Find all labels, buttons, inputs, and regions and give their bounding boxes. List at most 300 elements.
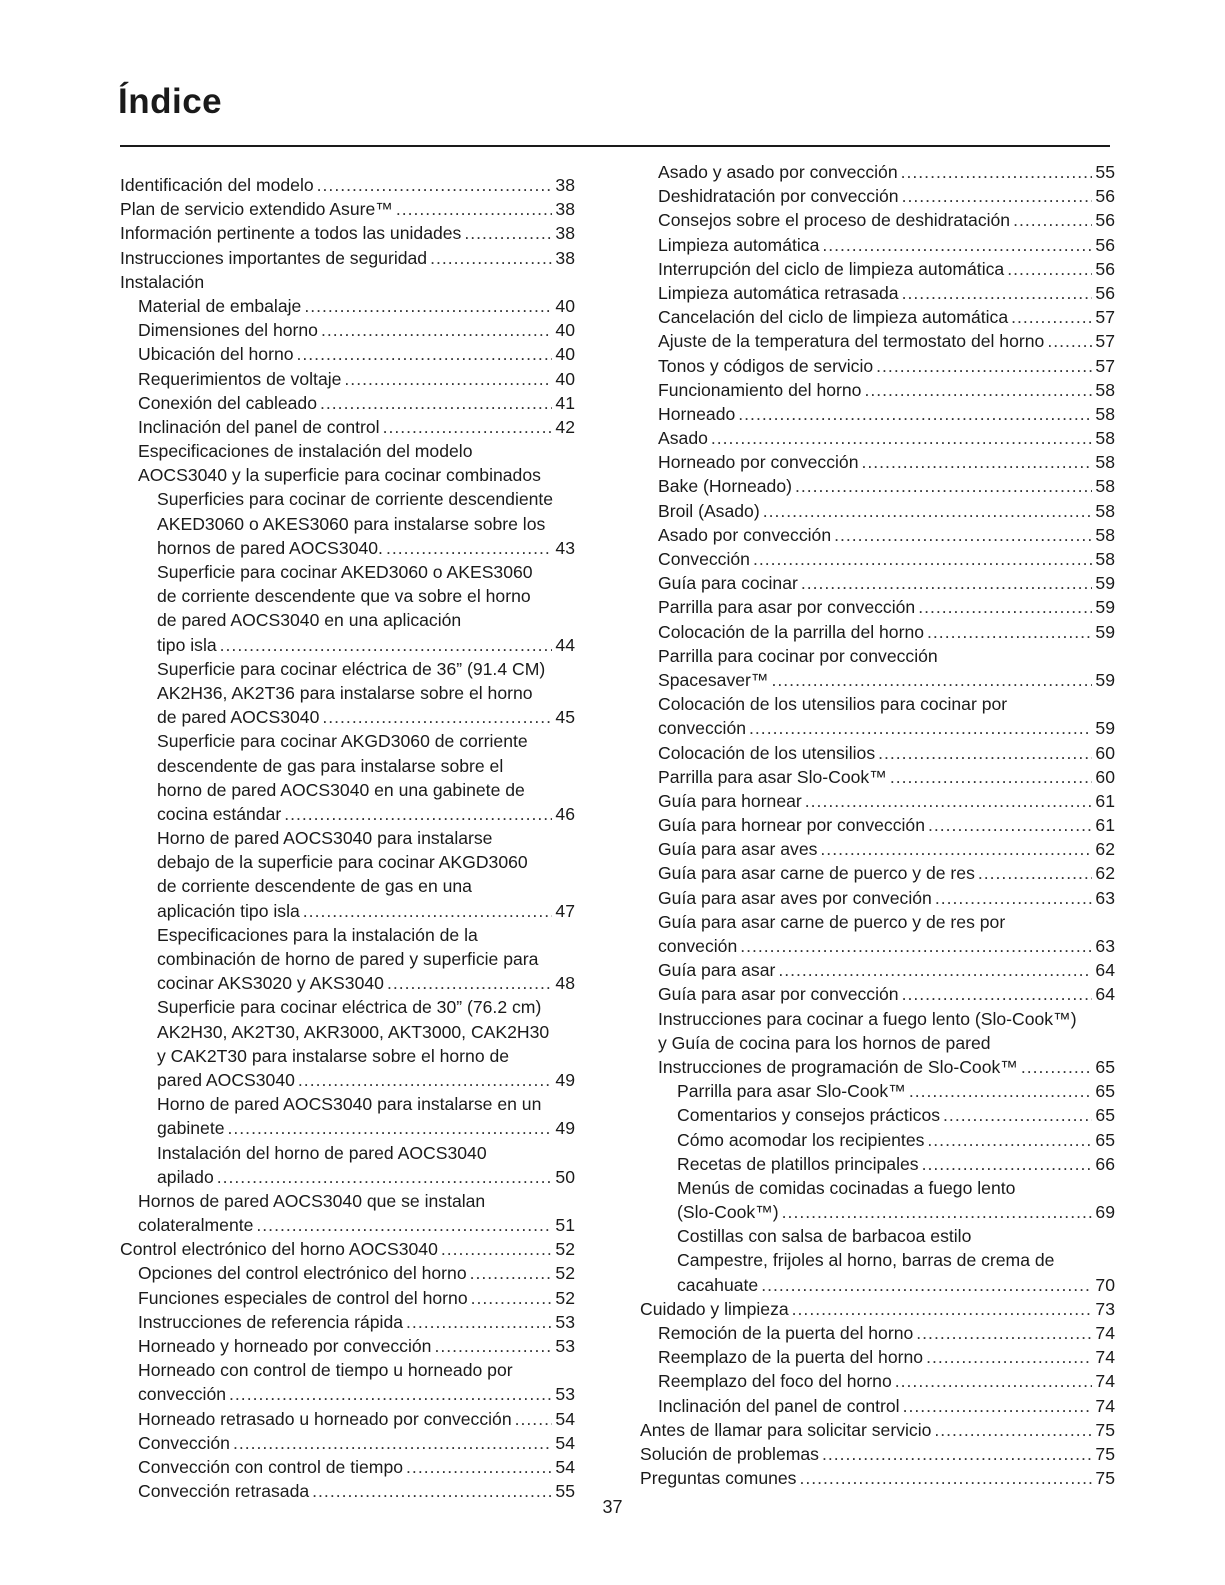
toc-entry-title: Conexión del cableado (138, 392, 318, 413)
toc-page-number: 75 (1095, 1443, 1115, 1464)
toc-entry-title: Instrucciones de programación de Slo-Cook™ (658, 1056, 1018, 1077)
toc-entry-title: Instrucciones de referencia rápida (138, 1311, 404, 1332)
toc-entry-title: Instalación del horno de pared AOCS3040 (157, 1142, 487, 1163)
toc-entry-title: Spacesaver™ (658, 669, 769, 690)
toc-page-number: 56 (1095, 210, 1115, 231)
toc-entry (640, 281, 1115, 305)
toc-page-number: 66 (1095, 1153, 1115, 1174)
toc-page-number: 75 (1095, 1468, 1115, 1489)
toc-page-number: 58 (1095, 500, 1115, 521)
toc-entry (640, 1369, 1115, 1393)
page-number: 37 (602, 1497, 623, 1517)
toc-entry-title: Cancelación del ciclo de limpieza automática (658, 307, 1009, 328)
toc-entry (640, 595, 1115, 619)
toc-entry-title: Control electrónico del horno AOCS3040 (120, 1239, 438, 1260)
toc-page-number: 56 (1095, 186, 1115, 207)
toc-dot-leader (740, 934, 1092, 958)
toc-entry (640, 1007, 1115, 1055)
toc-entry-title: AOCS3040 y la superficie para cocinar combinados (138, 465, 541, 486)
toc-page-number: 49 (555, 1118, 575, 1139)
toc-dot-leader (895, 1369, 1093, 1393)
toc-dot-leader (778, 958, 1092, 982)
toc-page-number: 40 (555, 368, 575, 389)
toc-entry (640, 499, 1115, 523)
toc-entry (640, 1128, 1115, 1152)
toc-entry-title: Antes de llamar para solicitar servicio (640, 1419, 932, 1440)
toc-entry-title: Identificación del modelo (120, 175, 314, 195)
toc-entry (120, 1092, 575, 1140)
toc-page-number: 41 (555, 392, 575, 413)
toc-page-number: 40 (555, 320, 575, 341)
toc-page-number: 44 (555, 634, 575, 655)
toc-entry-title: Convección (658, 549, 750, 569)
toc-entry-title: Funciones especiales de control del horno (138, 1287, 468, 1308)
toc-dot-leader (217, 1165, 553, 1189)
toc-page-number: 58 (1095, 549, 1115, 569)
toc-page-number: 59 (1095, 718, 1115, 739)
toc-entry-title: Solución de problemas (640, 1443, 819, 1464)
toc-entry-title: Instalación (120, 271, 205, 292)
toc-entry-title: Parrilla para asar Slo-Cook™ (677, 1081, 906, 1102)
toc-dot-leader (430, 246, 552, 270)
toc-dot-leader (978, 861, 1093, 885)
toc-entry (640, 1418, 1115, 1442)
toc-page-number: 58 (1095, 403, 1115, 424)
toc-entry-title: pared AOCS3040 (157, 1069, 295, 1090)
toc-dot-leader (1007, 257, 1092, 281)
toc-page-number: 46 (555, 803, 575, 824)
toc-dot-leader (799, 1466, 1092, 1490)
toc-entry (120, 367, 575, 391)
toc-page-number: 53 (555, 1311, 575, 1332)
toc-page-number: 70 (1095, 1274, 1115, 1295)
toc-dot-leader (782, 1200, 1093, 1224)
toc-entry-title: Reemplazo de la puerta del horno (658, 1347, 924, 1368)
toc-page-number: 48 (555, 973, 575, 994)
toc-entry-title: Interrupción del ciclo de limpieza automática (658, 258, 1005, 279)
toc-page-number: 57 (1095, 307, 1115, 328)
toc-entry (120, 197, 575, 221)
toc-entry-title: Bake (Horneado) (658, 476, 792, 497)
toc-entry-title: Horneado retrasado u horneado por convección (138, 1408, 512, 1429)
toc-entry-title: Cuidado y limpieza (640, 1298, 789, 1319)
toc-page-number: 75 (1095, 1419, 1115, 1440)
toc-dot-leader (927, 1128, 1092, 1152)
toc-entry-title: Instrucciones importantes de seguridad (120, 247, 428, 268)
toc-entry (120, 729, 575, 826)
toc-dot-leader (1021, 1055, 1093, 1079)
toc-entry-title: Especificaciones para la instalación de la (157, 924, 478, 945)
toc-entry-title: Parrilla para asar Slo-Cook™ (658, 766, 887, 787)
toc-entry-title: Convección (138, 1432, 230, 1453)
toc-entry (120, 1358, 575, 1406)
toc-dot-leader (256, 1213, 552, 1237)
toc-entry (120, 487, 575, 560)
toc-page-number: 38 (555, 223, 575, 244)
toc-page-number: 45 (555, 707, 575, 728)
toc-entry (640, 378, 1115, 402)
toc-entry (640, 329, 1115, 353)
page-title: Índice (118, 82, 223, 121)
toc-entry (640, 644, 1115, 692)
toc-dot-leader (322, 705, 552, 729)
toc-page-number: 65 (1095, 1081, 1115, 1102)
toc-page-number: 74 (1095, 1323, 1115, 1343)
toc-entry-title: Guía para asar (658, 960, 776, 981)
toc-page-number: 69 (1095, 1202, 1115, 1223)
toc-dot-leader (303, 899, 553, 923)
toc-dot-leader (927, 620, 1092, 644)
toc-right-column (640, 160, 1115, 1490)
toc-entry-title: de pared AOCS3040 en una aplicación (157, 610, 462, 631)
toc-dot-leader (792, 1297, 1093, 1321)
toc-entry (120, 391, 575, 415)
toc-dot-leader (834, 523, 1092, 547)
toc-dot-leader (772, 668, 1093, 692)
toc-entry-title: Guía para asar aves por conveción (658, 887, 932, 908)
toc-dot-leader (220, 633, 553, 657)
toc-entry (120, 1189, 575, 1237)
toc-entry (120, 995, 575, 1092)
toc-entry (120, 439, 575, 487)
toc-entry-title: gabinete (157, 1118, 225, 1139)
title-divider (120, 145, 1110, 147)
toc-entry (640, 1176, 1115, 1224)
toc-entry (640, 910, 1115, 958)
toc-dot-leader (864, 378, 1092, 402)
toc-page-number: 65 (1095, 1105, 1115, 1126)
toc-entry (640, 257, 1115, 281)
toc-dot-leader (406, 1455, 552, 1479)
toc-dot-leader (761, 1273, 1092, 1297)
toc-entry (120, 826, 575, 923)
toc-entry-title: Asado (658, 428, 708, 449)
toc-dot-leader (926, 1345, 1092, 1369)
toc-dot-leader (763, 499, 1093, 523)
toc-entry (640, 233, 1115, 257)
toc-entry (640, 692, 1115, 740)
toc-entry-title: Tonos y códigos de servicio (658, 355, 874, 376)
toc-page-number: 40 (555, 295, 575, 316)
toc-page-number: 54 (555, 1456, 575, 1477)
toc-entry (120, 1407, 575, 1431)
toc-entry (640, 1394, 1115, 1418)
toc-dot-leader (738, 402, 1092, 426)
toc-entry-title: tipo isla (157, 634, 217, 655)
toc-entry-title: horno de pared AOCS3040 en una gabinete de (157, 779, 525, 800)
toc-entry-title: conveción (658, 936, 738, 956)
toc-entry (120, 294, 575, 318)
toc-entry-title: AK2H30, AK2T30, AKR3000, AKT3000, CAK2H30 (157, 1021, 550, 1042)
toc-page-number: 63 (1095, 936, 1115, 956)
toc-page-number: 51 (555, 1215, 575, 1236)
toc-entry-title: Superficie para cocinar eléctrica de 36” (91.4 CM) (157, 658, 546, 679)
toc-entry (120, 1261, 575, 1285)
toc-dot-leader (753, 547, 1092, 571)
toc-dot-leader (515, 1407, 553, 1431)
toc-entry (120, 270, 575, 294)
toc-entry-title: Parrilla para asar por convección (658, 597, 916, 618)
toc-page-number: 40 (555, 344, 575, 365)
toc-entry-title: cocinar AKS3020 y AKS3040 (157, 973, 384, 994)
toc-entry (640, 886, 1115, 910)
toc-entry (640, 1079, 1115, 1103)
toc-dot-leader (464, 221, 552, 245)
toc-entry (640, 741, 1115, 765)
toc-left-column (120, 173, 575, 1503)
toc-dot-leader (801, 571, 1093, 595)
toc-page-number: 42 (555, 416, 575, 437)
toc-entry-title: Deshidratación por convección (658, 186, 899, 207)
toc-entry (120, 246, 575, 270)
toc-page-number: 57 (1095, 331, 1115, 352)
toc-dot-leader (902, 281, 1093, 305)
toc-entry-title: Guía para asar carne de puerco y de res (658, 863, 975, 884)
toc-entry (120, 1431, 575, 1455)
toc-entry-title: Campestre, frijoles al horno, barras de crema de (677, 1250, 1055, 1271)
toc-entry (640, 789, 1115, 813)
toc-dot-leader (805, 789, 1093, 813)
toc-entry-title: Convección con control de tiempo (138, 1456, 404, 1477)
toc-dot-leader (902, 184, 1093, 208)
toc-dot-leader (916, 1321, 1092, 1345)
toc-page-number: 61 (1095, 790, 1115, 811)
toc-entry-title: Colocación de los utensilios (658, 742, 876, 763)
toc-entry-title: Consejos sobre el proceso de deshidratación (658, 210, 1011, 231)
toc-entry-title: Inclinación del panel de control (658, 1395, 900, 1416)
toc-page-number: 53 (555, 1336, 575, 1356)
toc-entry (120, 415, 575, 439)
toc-page-number: 53 (555, 1384, 575, 1405)
toc-dot-leader (928, 813, 1092, 837)
toc-entry-title: Menús de comidas cocinadas a fuego lento (677, 1177, 1016, 1198)
toc-page-number: 58 (1095, 379, 1115, 400)
toc-page-number: 38 (555, 175, 575, 195)
toc-entry-title: Broil (Asado) (658, 500, 760, 521)
toc-dot-leader (284, 802, 552, 826)
toc-dot-leader (441, 1237, 553, 1261)
toc-page-number: 65 (1095, 1129, 1115, 1150)
toc-entry-title: AK2H36, AK2T36 para instalarse sobre el horno (157, 682, 533, 703)
toc-entry-title: Horno de pared AOCS3040 para instalarse (157, 828, 493, 849)
toc-entry-title: Remoción de la puerta del horno (658, 1323, 914, 1343)
toc-entry-title: combinación de horno de pared y superficie para (157, 949, 539, 969)
toc-dot-leader (344, 367, 552, 391)
toc-entry (640, 450, 1115, 474)
toc-entry (640, 1345, 1115, 1369)
toc-dot-leader (890, 765, 1093, 789)
toc-entry-title: convección (138, 1384, 227, 1405)
toc-entry-title: Limpieza automática (658, 234, 820, 255)
toc-entry-title: Guía para asar aves (658, 839, 818, 860)
toc-entry-title: de corriente descendente que va sobre el horno (157, 586, 531, 607)
toc-entry (640, 474, 1115, 498)
toc-entry (120, 318, 575, 342)
toc-page-number: 74 (1095, 1347, 1115, 1368)
toc-page-number: 54 (555, 1408, 575, 1429)
toc-entry-title: AKED3060 o AKES3060 para instalarse sobre los (157, 513, 546, 534)
toc-dot-leader (934, 1418, 1092, 1442)
toc-page-number: 64 (1095, 960, 1115, 981)
toc-entry (120, 1310, 575, 1334)
toc-entry-title: cocina estándar (157, 803, 282, 824)
toc-dot-leader (943, 1103, 1092, 1127)
toc-entry (640, 208, 1115, 232)
toc-page-number: 62 (1095, 863, 1115, 884)
toc-dot-leader (918, 595, 1092, 619)
toc-dot-leader (434, 1334, 552, 1358)
toc-page-number: 47 (555, 900, 575, 921)
toc-dot-leader (901, 160, 1093, 184)
toc-page-number: 58 (1095, 428, 1115, 449)
toc-entry (640, 1103, 1115, 1127)
toc-page-number: 59 (1095, 669, 1115, 690)
toc-entry (640, 402, 1115, 426)
toc-entry (120, 1334, 575, 1358)
toc-entry (640, 1297, 1115, 1321)
toc-entry-title: Funcionamiento del horno (658, 379, 862, 400)
toc-dot-leader (406, 1310, 552, 1334)
toc-page-number: 60 (1095, 766, 1115, 787)
toc-entry-title: de pared AOCS3040 (157, 707, 320, 728)
toc-entry (120, 342, 575, 366)
toc-entry (640, 571, 1115, 595)
toc-entry (640, 547, 1115, 571)
toc-entry (640, 958, 1115, 982)
toc-dot-leader (711, 426, 1093, 450)
toc-entry-title: Superficie para cocinar AKED3060 o AKES3060 (157, 562, 533, 582)
toc-entry-title: Superficie para cocinar eléctrica de 30” (76.2 cm) (157, 997, 542, 1018)
toc-dot-leader (876, 354, 1092, 378)
toc-page-number: 57 (1095, 355, 1115, 376)
toc-dot-leader (229, 1382, 552, 1406)
toc-entry (640, 837, 1115, 861)
toc-entry (120, 657, 575, 730)
toc-entry-title: debajo de la superficie para cocinar AKGD3060 (157, 852, 528, 873)
toc-entry-title: Horno de pared AOCS3040 para instalarse en un (157, 1094, 542, 1115)
toc-dot-leader (1011, 305, 1092, 329)
toc-page-number: 74 (1095, 1371, 1115, 1392)
toc-dot-leader (878, 741, 1092, 765)
toc-entry-title: Plan de servicio extendido Asure™ (120, 199, 393, 220)
toc-page-number: 50 (555, 1166, 575, 1187)
toc-entry (640, 305, 1115, 329)
toc-dot-leader (320, 391, 552, 415)
toc-entry-title: Colocación de los utensilios para cocinar por (658, 694, 1008, 715)
toc-dot-leader (749, 716, 1092, 740)
toc-dot-leader (233, 1431, 552, 1455)
toc-page-number: 59 (1095, 597, 1115, 618)
toc-entry-title: Inclinación del panel de control (138, 416, 380, 437)
toc-entry (640, 1224, 1115, 1297)
toc-entry (640, 765, 1115, 789)
toc-entry-title: Opciones del control electrónico del horno (138, 1263, 467, 1284)
toc-entry (640, 1321, 1115, 1345)
toc-page-number: 59 (1095, 573, 1115, 594)
toc-entry-title: y Guía de cocina para los hornos de pared (658, 1032, 991, 1053)
toc-entry-title: Requerimientos de voltaje (138, 368, 342, 389)
toc-entry-title: Superficie para cocinar AKGD3060 de corriente (157, 731, 528, 752)
toc-entry-title: Horneado por convección (658, 452, 859, 473)
toc-entry-title: Colocación de la parrilla del horno (658, 621, 925, 642)
toc-page-number: 56 (1095, 234, 1115, 255)
toc-entry-title: descendente de gas para instalarse sobre el (157, 755, 504, 776)
toc-page-number: 52 (555, 1239, 575, 1260)
toc-entry (640, 813, 1115, 837)
toc-entry-title: convección (658, 718, 747, 739)
toc-dot-leader (820, 837, 1092, 861)
toc-entry (640, 1152, 1115, 1176)
toc-entry-title: Preguntas comunes (640, 1468, 797, 1489)
toc-entry-title: Horneado (658, 403, 736, 424)
toc-dot-leader (298, 1068, 553, 1092)
toc-page-number: 55 (1095, 162, 1115, 182)
toc-page-number: 74 (1095, 1395, 1115, 1416)
toc-dot-leader (1013, 208, 1092, 232)
toc-entry (120, 1237, 575, 1261)
toc-entry-title: apilado (157, 1166, 214, 1187)
toc-dot-leader (396, 197, 553, 221)
toc-entry (640, 861, 1115, 885)
toc-dot-leader (321, 318, 552, 342)
toc-entry-title: Convección retrasada (138, 1481, 310, 1502)
toc-page-number: 58 (1095, 476, 1115, 497)
toc-page-number: 52 (555, 1287, 575, 1308)
toc-entry-title: Asado y asado por convección (658, 162, 898, 182)
toc-entry-title: Guía para cocinar (658, 573, 798, 594)
toc-page-number: 65 (1095, 1056, 1115, 1077)
toc-page-number: 38 (555, 199, 575, 220)
toc-page-number: 58 (1095, 452, 1115, 473)
toc-dot-leader (862, 450, 1093, 474)
toc-entry-title: Instrucciones para cocinar a fuego lento (Slo-Cook™) (658, 1008, 1077, 1029)
toc-entry-title: Guía para hornear (658, 790, 802, 811)
toc-page-number: 56 (1095, 258, 1115, 279)
toc-entry-title: Cómo acomodar los recipientes (677, 1129, 925, 1150)
toc-page-number: 61 (1095, 815, 1115, 836)
toc-entry (640, 354, 1115, 378)
toc-entry (120, 173, 575, 197)
toc-page-number: 55 (555, 1481, 575, 1502)
toc-dot-leader (470, 1261, 553, 1285)
toc-entry (640, 982, 1115, 1006)
toc-entry-title: Superficies para cocinar de corriente descendiente (157, 489, 554, 510)
toc-entry-title: Reemplazo del foco del horno (658, 1371, 892, 1392)
toc-entry-title: (Slo-Cook™) (677, 1202, 779, 1223)
toc-entry-title: Horneado y horneado por convección (138, 1336, 432, 1356)
toc-dot-leader (902, 982, 1093, 1006)
toc-entry-title: Material de embalaje (138, 295, 302, 316)
toc-entry-title: Hornos de pared AOCS3040 que se instalan (138, 1190, 486, 1211)
toc-dot-leader (909, 1079, 1093, 1103)
toc-entry (120, 1455, 575, 1479)
toc-entry-title: Especificaciones de instalación del modelo (138, 441, 473, 462)
toc-dot-leader (822, 233, 1092, 257)
toc-page-number: 58 (1095, 524, 1115, 545)
toc-dot-leader (795, 474, 1092, 498)
toc-entry-title: Información pertinente a todos las unidades (120, 223, 462, 244)
toc-entry-title: cacahuate (677, 1274, 759, 1295)
toc-page-number: 43 (555, 537, 575, 558)
toc-entry-title: Guía para hornear por convección (658, 815, 925, 836)
toc-dot-leader (297, 342, 553, 366)
toc-dot-leader (228, 1116, 553, 1140)
toc-entry-title: Asado por convección (658, 524, 832, 545)
toc-dot-leader (922, 1152, 1093, 1176)
toc-entry (640, 620, 1115, 644)
toc-entry-title: Guía para asar por convección (658, 984, 899, 1005)
toc-page-number: 62 (1095, 839, 1115, 860)
